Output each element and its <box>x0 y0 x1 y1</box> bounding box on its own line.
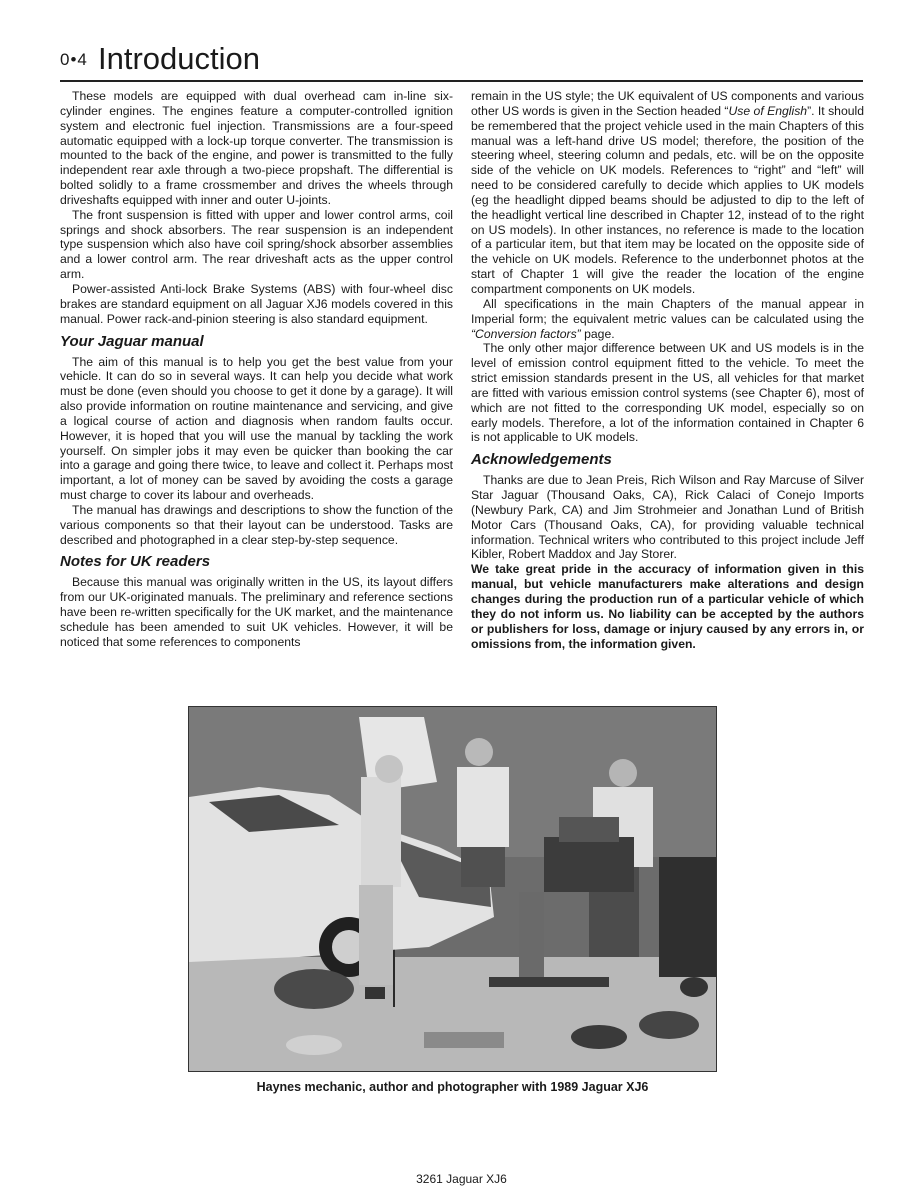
body-paragraph: Because this manual was originally written in the US, its layout differs from our UK-originated manuals. The preliminary and reference sections have been re-written specifically for the UK market, and the maintenance schedule has been amended to suit UK vehicles. However, it will be noticed that some references to components <box>60 575 453 649</box>
page-title: Introduction <box>98 41 260 76</box>
italic-ref-use-of-english: Use of English <box>728 103 808 118</box>
right-column <box>471 89 864 651</box>
workshop-photo <box>188 706 717 1072</box>
continued-paragraph <box>471 89 864 297</box>
body-paragraph: The aim of this manual is to help you get the best value from your vehicle. It can do so in several ways. It can help you decide what work must be done (even should you choose to get it done by a garage). It will also provide information on routine maintenance and servicing, and give a logical course of action and diagnosis when random faults occur. However, it is hoped that you will use the manual by tackling the work yourself. On simpler jobs it may even be quicker than booking the car into a garage and going there twice, to leave and collect it. Perhaps most important, a lot of money can be saved by avoiding the costs a garage must charge to cover its labour and overheads. <box>60 354 453 503</box>
page-header <box>60 36 863 82</box>
section-heading-your-jaguar-manual: Your Jaguar manual <box>60 332 204 350</box>
photo-caption: Haynes mechanic, author and photographer with 1989 Jaguar XJ6 <box>256 1080 649 1094</box>
italic-ref-conversion-factors: “Conversion factors” <box>471 326 581 341</box>
page-number: 0•4 <box>60 50 88 69</box>
section-heading-acknowledgements: Acknowledgements <box>471 451 612 469</box>
page-footer: 3261 Jaguar XJ6 <box>416 1172 507 1186</box>
emission-paragraph: The only other major difference between UK and US models is in the level of emission control equipment fitted to the vehicle. To meet the strict emission standards present in the US, all vehicles for that market are fitted with various emission control systems (see Chapter 6), most of which are not fitted to the corresponding UK model, especially so on early models. Therefore, a lot of the information contained in Chapter 6 is not applicable to UK models. <box>471 341 864 445</box>
section-heading-notes-uk: Notes for UK readers <box>60 553 211 571</box>
text-run: remain in the US style; the UK equivalent of US components and various other US words is given in the Section headed “ <box>471 89 864 118</box>
text-run: All specifications in the main Chapters of the manual appear in Imperial form; the equivalent metric values can be calculated using the <box>471 296 864 326</box>
text-run: ”. It should be remembered that the project vehicle used in the main Chapters of this manual was a left-hand drive US model; therefore, the position of the steering wheel, steering column and pedals, etc. will be on the opposite side of the vehicle on UK models. References to “right” and “left” will need to be considered carefully to decide which applies to UK models (eg the headlight dipped beams should be adjusted to dip to the left of the headlight vertical line described in Chapter 12, instead of to the right on US models). In other instances, no reference is made to the location of a particular item, but that item may be located on the opposite side of the vehicle on UK models. Reference to the underbonnet photos at the start of Chapter 1 will give the reader the location of the engine compartment components on UK models. <box>471 103 864 296</box>
text-run: page. <box>580 326 615 341</box>
specifications-paragraph <box>471 297 864 342</box>
acknowledgements-paragraph: Thanks are due to Jean Preis, Rich Wilson and Ray Marcuse of Silver Star Jaguar (Thousand Oaks, CA), Rick Calaci of Conejo Imports (Newbury Park, CA) and Jim Strohmeier and Jonathan Lund of British Motor Cars (Thousand Oaks, CA), for providing valuable technical information. Technical writers who contributed to this project include Jeff Kibler, Robert Maddox and Jay Storer. <box>471 473 864 562</box>
intro-paragraph: Power-assisted Anti-lock Brake Systems (ABS) with four-wheel disc brakes are standard equipment on all Jaguar XJ6 models covered in this manual. Power rack-and-pinion steering is also standard equipment. <box>60 281 453 326</box>
disclaimer-paragraph: We take great pride in the accuracy of information given in this manual, but vehicle manufacturers make alterations and design changes during the production run of a particular vehicle of which they do not inform us. No liability can be accepted by the authors or publishers for loss, damage or injury caused by any errors in, or omissions from, the information given. <box>471 562 864 651</box>
intro-paragraph: These models are equipped with dual overhead cam in-line six-cylinder engines. The engines feature a computer-controlled ignition system and electronic fuel injection. Transmissions are a four-speed automatic equipped with a lock-up torque converter. The transmission is mounted to the back of the engine, and power is transmitted to the fully independent rear axle through a two-piece propshaft. The differential is bolted solidly to a frame crossmember and drives the wheels through driveshafts equipped with inner and outer U-joints. <box>60 89 453 207</box>
left-column <box>60 89 453 650</box>
body-paragraph: The manual has drawings and descriptions to show the function of the various components so that their layout can be understood. Tasks are described and photographed in a clear step-by-step sequence. <box>60 502 453 547</box>
intro-paragraph: The front suspension is fitted with upper and lower control arms, coil springs and shock absorbers. The rear suspension is an independent type suspension which also have coil spring/shock absorber assemblies and a lower control arm. The rear driveshaft acts as the upper control arm. <box>60 207 453 282</box>
